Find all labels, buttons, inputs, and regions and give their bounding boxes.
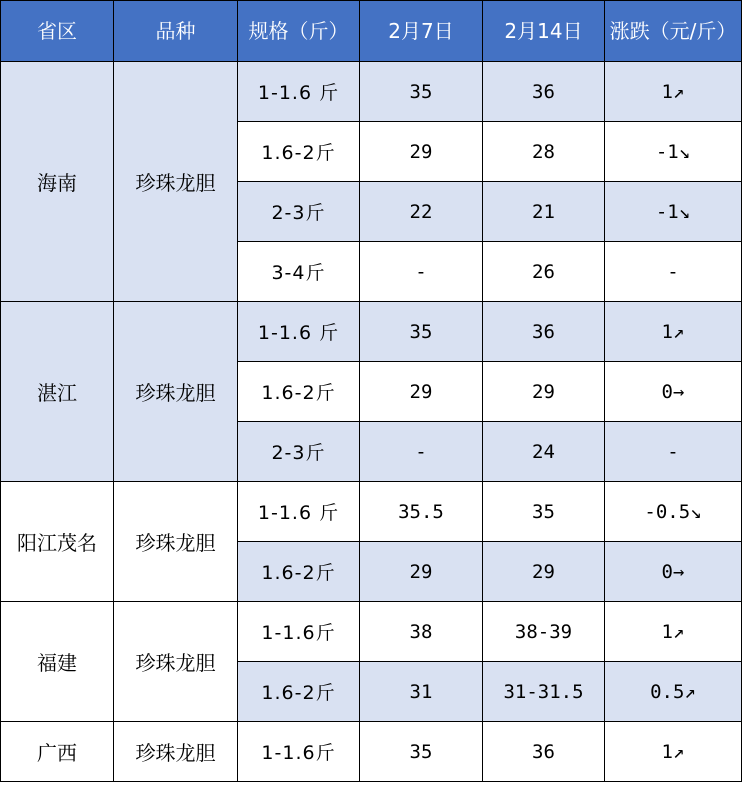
change-cell: 0→ (605, 362, 742, 422)
price-feb14-cell: 35 (483, 482, 605, 542)
price-feb14-cell: 36 (483, 722, 605, 782)
table-row (1, 722, 742, 782)
spec-cell: 1-1.6斤 (238, 722, 360, 782)
price-feb14-cell: 28 (483, 122, 605, 182)
price-feb7-cell: 22 (360, 182, 483, 242)
spec-cell: 1.6-2斤 (238, 362, 360, 422)
change-cell: 1↗ (605, 602, 742, 662)
table-row (1, 62, 742, 122)
variety-cell: 珍珠龙胆 (114, 62, 238, 302)
header-change: 涨跌（元/斤） (605, 1, 742, 62)
price-feb14-cell: 36 (483, 302, 605, 362)
price-feb7-cell: - (360, 242, 483, 302)
change-cell: -0.5↘ (605, 482, 742, 542)
price-feb14-cell: 24 (483, 422, 605, 482)
change-cell: 1↗ (605, 62, 742, 122)
spec-cell: 3-4斤 (238, 242, 360, 302)
price-feb14-cell: 36 (483, 62, 605, 122)
price-feb7-cell: 35 (360, 62, 483, 122)
province-cell: 福建 (1, 602, 114, 722)
price-feb14-cell: 29 (483, 362, 605, 422)
province-cell: 广西 (1, 722, 114, 782)
price-feb7-cell: 35.5 (360, 482, 483, 542)
spec-cell: 2-3斤 (238, 182, 360, 242)
header-variety: 品种 (114, 1, 238, 62)
change-cell: 0→ (605, 542, 742, 602)
price-feb14-cell: 29 (483, 542, 605, 602)
spec-cell: 1.6-2斤 (238, 122, 360, 182)
variety-cell: 珍珠龙胆 (114, 302, 238, 482)
header-province: 省区 (1, 1, 114, 62)
header-date-feb7: 2月7日 (360, 1, 483, 62)
province-cell: 阳江茂名 (1, 482, 114, 602)
province-cell: 海南 (1, 62, 114, 302)
change-cell: 0.5↗ (605, 662, 742, 722)
change-cell: - (605, 242, 742, 302)
price-feb14-cell: 26 (483, 242, 605, 302)
price-feb14-cell: 31-31.5 (483, 662, 605, 722)
price-feb7-cell: 38 (360, 602, 483, 662)
variety-cell: 珍珠龙胆 (114, 722, 238, 782)
table-row (1, 482, 742, 542)
price-feb14-cell: 21 (483, 182, 605, 242)
spec-cell: 1-1.6 斤 (238, 62, 360, 122)
header-date-feb14: 2月14日 (483, 1, 605, 62)
change-cell: -1↘ (605, 122, 742, 182)
change-cell: - (605, 422, 742, 482)
table-row (1, 302, 742, 362)
price-feb7-cell: 35 (360, 722, 483, 782)
spec-cell: 1-1.6斤 (238, 602, 360, 662)
price-feb7-cell: 29 (360, 362, 483, 422)
price-feb7-cell: 29 (360, 542, 483, 602)
change-cell: -1↘ (605, 182, 742, 242)
change-cell: 1↗ (605, 302, 742, 362)
variety-cell: 珍珠龙胆 (114, 482, 238, 602)
price-feb7-cell: 35 (360, 302, 483, 362)
variety-cell: 珍珠龙胆 (114, 602, 238, 722)
spec-cell: 1.6-2斤 (238, 542, 360, 602)
price-feb7-cell: - (360, 422, 483, 482)
change-cell: 1↗ (605, 722, 742, 782)
spec-cell: 1-1.6 斤 (238, 302, 360, 362)
province-cell: 湛江 (1, 302, 114, 482)
spec-cell: 2-3斤 (238, 422, 360, 482)
price-feb7-cell: 31 (360, 662, 483, 722)
header-spec: 规格（斤） (238, 1, 360, 62)
table-row (1, 602, 742, 662)
spec-cell: 1.6-2斤 (238, 662, 360, 722)
price-feb14-cell: 38-39 (483, 602, 605, 662)
header-row (1, 1, 742, 62)
spec-cell: 1-1.6 斤 (238, 482, 360, 542)
price-feb7-cell: 29 (360, 122, 483, 182)
